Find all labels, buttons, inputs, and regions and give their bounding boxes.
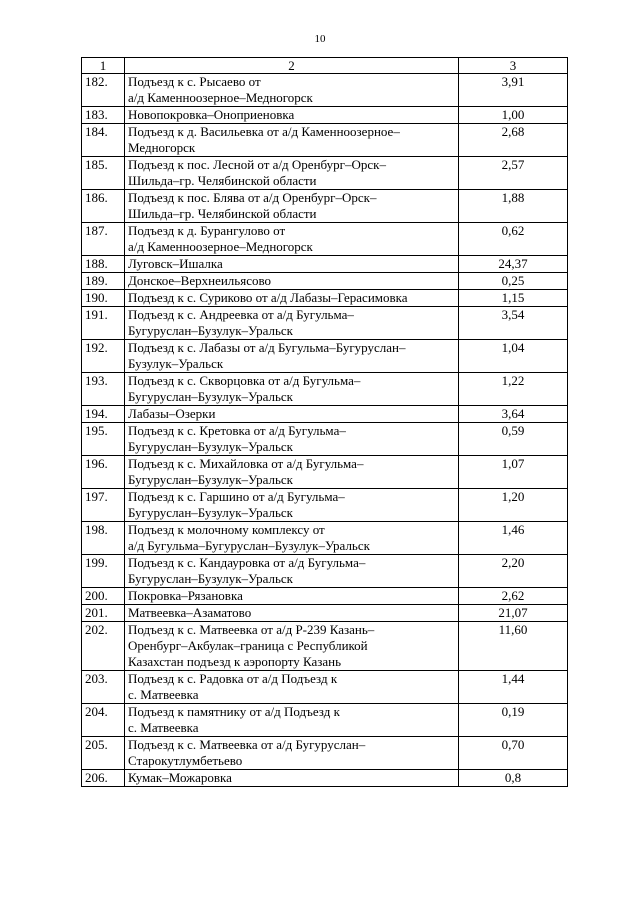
road-length: 1,15 <box>459 290 568 307</box>
road-length: 2,68 <box>459 124 568 157</box>
table-row <box>82 489 568 522</box>
column-header-number: 1 <box>82 58 125 74</box>
row-number: 196. <box>82 456 125 489</box>
road-length: 3,91 <box>459 74 568 107</box>
row-number: 198. <box>82 522 125 555</box>
table-row <box>82 737 568 770</box>
table-row <box>82 307 568 340</box>
road-length: 21,07 <box>459 605 568 622</box>
row-number: 203. <box>82 671 125 704</box>
road-name: Подъезд к с. Радовка от а/д Подъезд к с. Матвеевка <box>125 671 459 704</box>
road-length: 3,64 <box>459 406 568 423</box>
road-name: Подъезд к с. Матвеевка от а/д Р-239 Казань– Оренбург–Акбулак–граница с Республикой Казахстан подъезд к аэропорту Казань <box>125 622 459 671</box>
road-length: 2,62 <box>459 588 568 605</box>
table-row <box>82 256 568 273</box>
road-length: 0,70 <box>459 737 568 770</box>
table-row <box>82 704 568 737</box>
row-number: 194. <box>82 406 125 423</box>
table-row <box>82 522 568 555</box>
road-length: 2,57 <box>459 157 568 190</box>
road-name: Подъезд к с. Матвеевка от а/д Бугуруслан– Старокутлумбетьево <box>125 737 459 770</box>
road-name: Подъезд к с. Гаршино от а/д Бугульма– Бугуруслан–Бузулук–Уральск <box>125 489 459 522</box>
table-row <box>82 124 568 157</box>
road-length: 1,88 <box>459 190 568 223</box>
table-row <box>82 423 568 456</box>
page-number: 10 <box>314 33 326 45</box>
column-header-length: 3 <box>459 58 568 74</box>
row-number: 191. <box>82 307 125 340</box>
table-row <box>82 107 568 124</box>
road-name: Подъезд к с. Андреевка от а/д Бугульма– Бугуруслан–Бузулук–Уральск <box>125 307 459 340</box>
road-length: 2,20 <box>459 555 568 588</box>
table-row <box>82 373 568 406</box>
road-name: Подъезд к пос. Лесной от а/д Оренбург–Орск– Шильда–гр. Челябинской области <box>125 157 459 190</box>
road-name: Подъезд к с. Рысаево от а/д Каменноозерное–Медногорск <box>125 74 459 107</box>
table-row <box>82 622 568 671</box>
table-header-row <box>82 58 568 74</box>
road-name: Луговск–Ишалка <box>125 256 459 273</box>
row-number: 199. <box>82 555 125 588</box>
road-name: Подъезд к д. Бурангулово от а/д Каменноозерное–Медногорск <box>125 223 459 256</box>
road-length: 3,54 <box>459 307 568 340</box>
road-name: Новопокровка–Оноприеновка <box>125 107 459 124</box>
road-length: 24,37 <box>459 256 568 273</box>
row-number: 184. <box>82 124 125 157</box>
road-length: 0,59 <box>459 423 568 456</box>
road-length: 1,04 <box>459 340 568 373</box>
table-row <box>82 605 568 622</box>
road-length: 0,62 <box>459 223 568 256</box>
row-number: 202. <box>82 622 125 671</box>
table-row <box>82 671 568 704</box>
table-row <box>82 456 568 489</box>
road-name: Подъезд к с. Суриково от а/д Лабазы–Герасимовка <box>125 290 459 307</box>
road-name: Подъезд к д. Васильевка от а/д Каменноозерное– Медногорск <box>125 124 459 157</box>
road-name: Подъезд к пос. Блява от а/д Оренбург–Орск– Шильда–гр. Челябинской области <box>125 190 459 223</box>
road-length: 1,46 <box>459 522 568 555</box>
table-row <box>82 588 568 605</box>
row-number: 197. <box>82 489 125 522</box>
road-length: 1,22 <box>459 373 568 406</box>
table-row <box>82 74 568 107</box>
road-length: 11,60 <box>459 622 568 671</box>
road-length: 1,44 <box>459 671 568 704</box>
row-number: 188. <box>82 256 125 273</box>
row-number: 204. <box>82 704 125 737</box>
row-number: 185. <box>82 157 125 190</box>
row-number: 190. <box>82 290 125 307</box>
road-name: Матвеевка–Азаматово <box>125 605 459 622</box>
table-row <box>82 223 568 256</box>
row-number: 205. <box>82 737 125 770</box>
row-number: 192. <box>82 340 125 373</box>
road-name: Покровка–Рязановка <box>125 588 459 605</box>
road-name: Подъезд к с. Михайловка от а/д Бугульма– Бугуруслан–Бузулук–Уральск <box>125 456 459 489</box>
row-number: 201. <box>82 605 125 622</box>
road-length: 1,07 <box>459 456 568 489</box>
table-row <box>82 406 568 423</box>
road-length: 1,00 <box>459 107 568 124</box>
row-number: 183. <box>82 107 125 124</box>
road-name: Подъезд к с. Скворцовка от а/д Бугульма– Бугуруслан–Бузулук–Уральск <box>125 373 459 406</box>
row-number: 193. <box>82 373 125 406</box>
road-name: Кумак–Можаровка <box>125 770 459 787</box>
road-name: Лабазы–Озерки <box>125 406 459 423</box>
road-name: Подъезд к молочному комплексу от а/д Бугульма–Бугуруслан–Бузулук–Уральск <box>125 522 459 555</box>
table-row <box>82 157 568 190</box>
row-number: 195. <box>82 423 125 456</box>
road-name: Подъезд к с. Лабазы от а/д Бугульма–Бугуруслан– Бузулук–Уральск <box>125 340 459 373</box>
row-number: 200. <box>82 588 125 605</box>
road-name: Донское–Верхнеильясово <box>125 273 459 290</box>
table-row <box>82 770 568 787</box>
row-number: 186. <box>82 190 125 223</box>
road-name: Подъезд к с. Кандауровка от а/д Бугульма– Бугуруслан–Бузулук–Уральск <box>125 555 459 588</box>
road-length: 1,20 <box>459 489 568 522</box>
road-length: 0,19 <box>459 704 568 737</box>
table-row <box>82 290 568 307</box>
road-name: Подъезд к с. Кретовка от а/д Бугульма– Бугуруслан–Бузулук–Уральск <box>125 423 459 456</box>
row-number: 206. <box>82 770 125 787</box>
table-row <box>82 273 568 290</box>
row-number: 187. <box>82 223 125 256</box>
row-number: 189. <box>82 273 125 290</box>
table-row <box>82 340 568 373</box>
road-name: Подъезд к памятнику от а/д Подъезд к с. Матвеевка <box>125 704 459 737</box>
road-length: 0,25 <box>459 273 568 290</box>
column-header-name: 2 <box>125 58 459 74</box>
row-number: 182. <box>82 74 125 107</box>
table-row <box>82 190 568 223</box>
roads-table <box>81 57 568 787</box>
road-length: 0,8 <box>459 770 568 787</box>
table-row <box>82 555 568 588</box>
